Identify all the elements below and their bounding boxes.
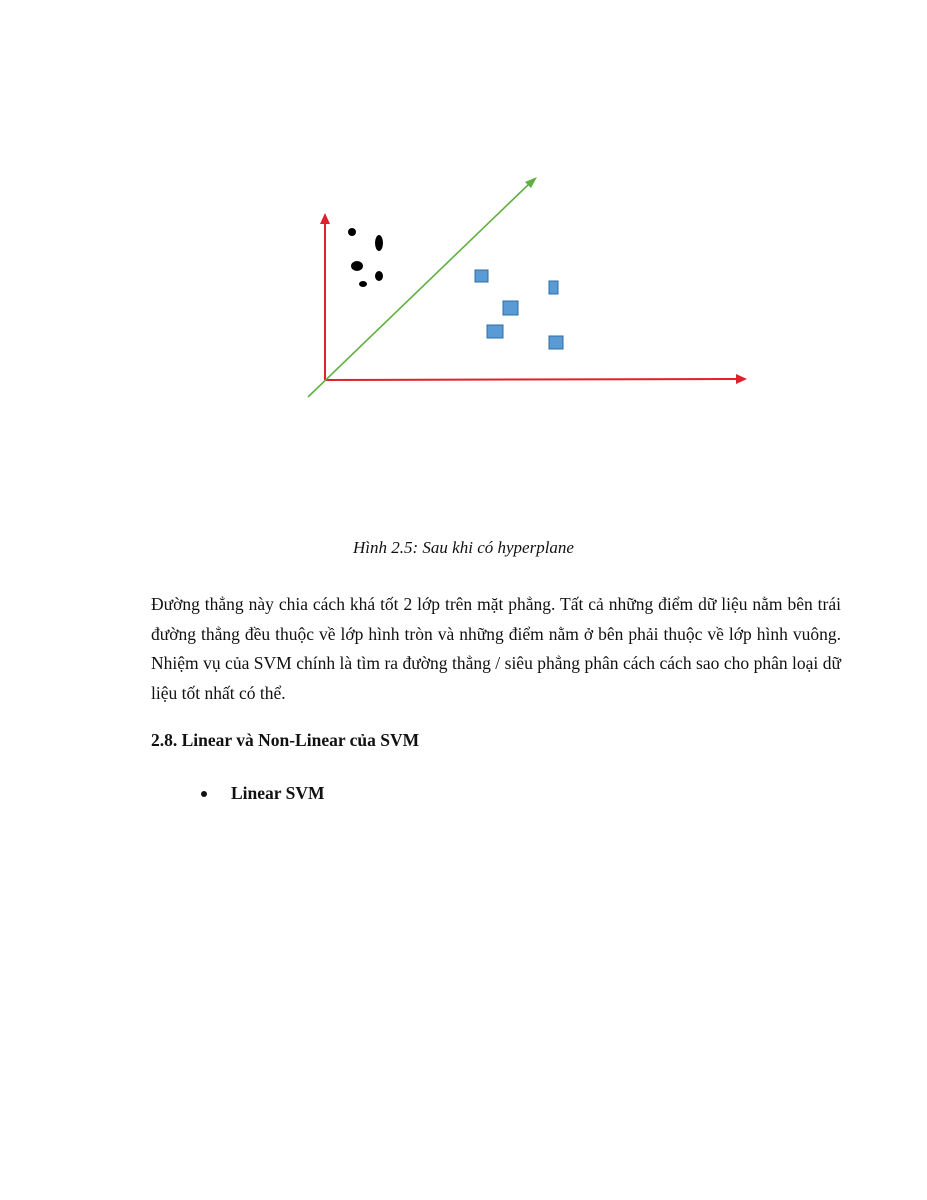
square-point (475, 270, 488, 282)
circle-point (359, 281, 367, 287)
hyperplane-line (308, 183, 530, 397)
figure-caption: Hình 2.5: Sau khi có hyperplane (353, 538, 574, 557)
circle-point (351, 261, 363, 271)
svm-hyperplane-figure (300, 170, 760, 410)
section-heading: 2.8. Linear và Non-Linear của SVM (151, 730, 420, 750)
circle-class-points (348, 228, 383, 287)
square-class-points (475, 270, 563, 349)
bullet-list-item (201, 783, 325, 804)
circle-point (375, 271, 383, 281)
bullet-icon (201, 791, 207, 797)
bullet-label: Linear SVM (231, 783, 325, 803)
body-paragraph: Đường thẳng này chia cách khá tốt 2 lớp trên mặt phẳng. Tất cả những điểm dữ liệu nằm bên trái đường thẳng đều thuộc về lớp hình tròn và những điểm nằm ở bên phải thuộc về lớp hình vuông. Nhiệm vụ của SVM chính là tìm ra đường thẳng / siêu phẳng phân cách cách sao cho phân loại dữ liệu tốt nhất có thể. (151, 594, 841, 703)
square-point (503, 301, 518, 315)
square-point (487, 325, 503, 338)
square-point (549, 336, 563, 349)
x-axis-arrow (736, 374, 747, 384)
square-point (549, 281, 558, 294)
circle-point (375, 235, 383, 251)
y-axis-arrow (320, 213, 330, 224)
circle-point (348, 228, 356, 236)
figure-canvas (300, 170, 760, 410)
x-axis (325, 379, 738, 380)
